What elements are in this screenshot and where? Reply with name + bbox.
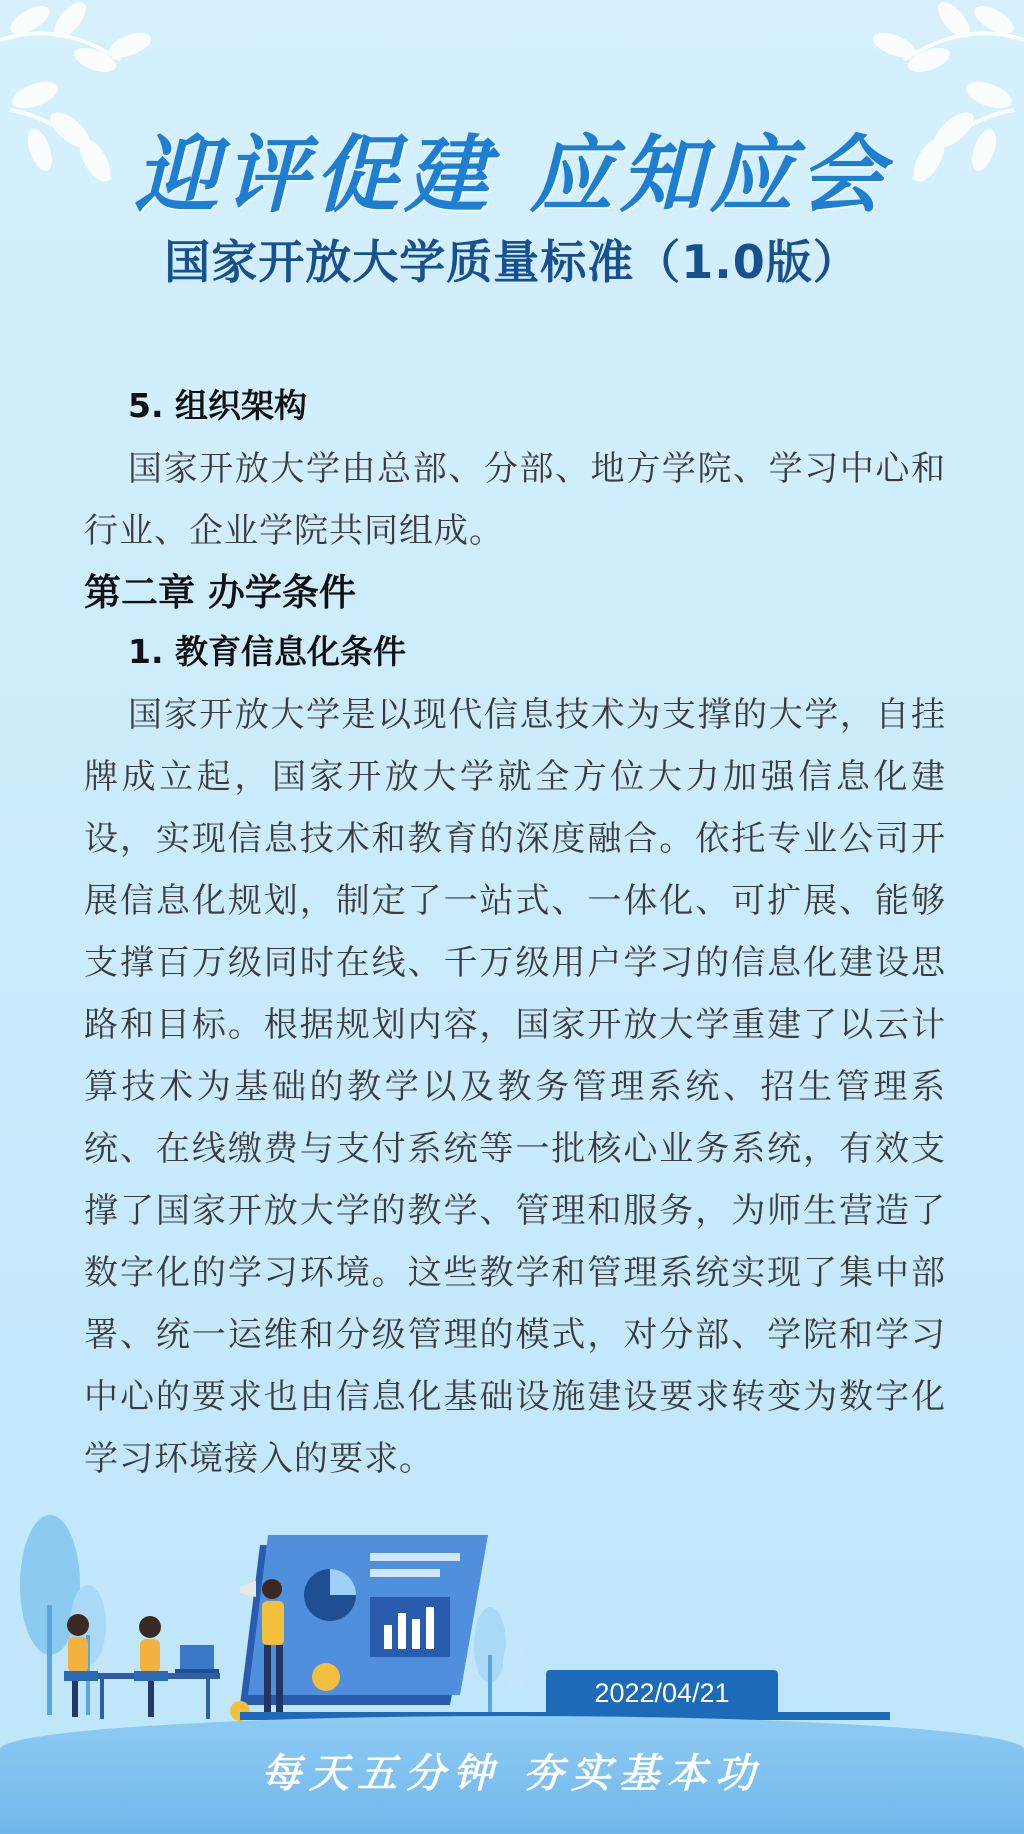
article-body <box>84 378 946 1490</box>
page-subtitle: 国家开放大学质量标准（1.0版） <box>164 235 860 289</box>
section-paragraph-informatization: 国家开放大学是以现代信息技术为支撑的大学，自挂牌成立起，国家开放大学就全方位大力加强信息化建设，实现信息技术和教育的深度融合。依托专业公司开展信息化规划，制定了一站式、一体化、可扩展、能够支撑百万级同时在线、千万级用户学习的信息化建设思路和目标。根据规划内容，国家开放大学重建了以云计算技术为基础的教学以及教务管理系统、招生管理系统、在线缴费与支付系统等一批核心业务系统，有效支撑了国家开放大学的教学、管理和服务，为师生营造了数字化的学习环境。这些教学和管理系统实现了集中部署、统一运维和分级管理的模式，对分部、学院和学习中心的要求也由信息化基础设施建设要求转变为数字化学习环境接入的要求。 <box>84 695 946 1479</box>
section-paragraph-organization: 国家开放大学由总部、分部、地方学院、学习中心和行业、企业学院共同组成。 <box>84 449 946 551</box>
section-heading-informatization: 1. 教育信息化条件 <box>128 632 406 671</box>
page-title: 迎评促建 应知应会 <box>134 125 890 224</box>
chapter-heading: 第二章 办学条件 <box>84 571 356 614</box>
date-label: 2022/04/21 <box>546 1670 778 1716</box>
footer-slogan: 每天五分钟 夯实基本功 <box>261 1750 763 1797</box>
section-heading-organization: 5. 组织架构 <box>128 386 307 425</box>
